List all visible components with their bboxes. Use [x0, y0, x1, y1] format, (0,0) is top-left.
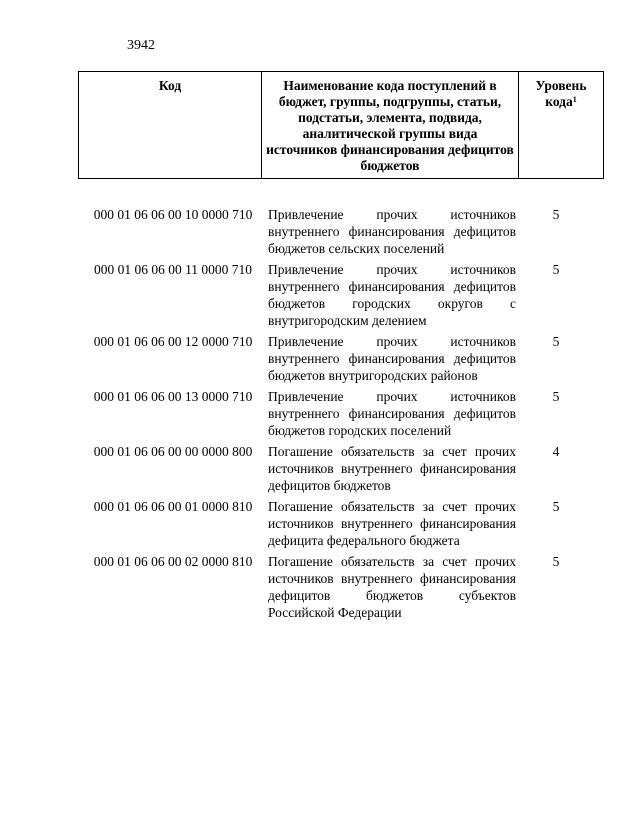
table-row: [78, 261, 596, 329]
row-name: Привлечение прочих источников внутреннего финансирования дефицитов бюджетов сельских поселений: [268, 207, 516, 256]
row-name: Привлечение прочих источников внутреннего финансирования дефицитов бюджетов городских округов с внутригородским делением: [268, 262, 516, 328]
row-code: 000 01 06 06 00 10 0000 710: [93, 207, 253, 222]
header-level-label: Уровень кода: [535, 78, 587, 109]
row-code: 000 01 06 06 00 12 0000 710: [93, 334, 253, 349]
row-code: 000 01 06 06 00 11 0000 710: [93, 262, 253, 277]
row-code: 000 01 06 06 00 01 0000 810: [93, 499, 253, 514]
header-code: [79, 72, 262, 179]
row-code: 000 01 06 06 00 02 0000 810: [93, 554, 253, 569]
table-row: [78, 333, 596, 384]
row-name: Погашение обязательств за счет прочих источников внутреннего финансирования дефицитов бюджетов субъектов Российской Федерации: [268, 554, 516, 620]
row-level: 5: [552, 207, 560, 222]
table-row: [78, 498, 596, 549]
row-level: 5: [552, 389, 560, 404]
row-name: Привлечение прочих источников внутреннего финансирования дефицитов бюджетов городских поселений: [268, 389, 516, 438]
table-row: [78, 553, 596, 621]
table-row: [78, 206, 596, 257]
table-row: [78, 388, 596, 439]
row-name: Погашение обязательств за счет прочих источников внутреннего финансирования дефицитов бюджетов: [268, 444, 516, 493]
header-level-footnote: 1: [572, 95, 577, 104]
row-level: 5: [552, 262, 560, 277]
table-header: [78, 71, 604, 179]
header-level: [519, 72, 604, 179]
table-header-row: [79, 72, 604, 179]
row-level: 4: [552, 444, 560, 459]
row-code: 000 01 06 06 00 13 0000 710: [93, 389, 253, 404]
header-name-label: Наименование кода поступлений в бюджет, группы, подгруппы, статьи, подстатьи, элемента, подвида, аналитической группы вида источников финансирования дефицитов бюджетов: [266, 78, 514, 173]
row-name: Погашение обязательств за счет прочих источников внутреннего финансирования дефицита федерального бюджета: [268, 499, 516, 548]
page-number: 3942: [127, 38, 155, 53]
row-level: 5: [552, 499, 560, 514]
table-row: [78, 443, 596, 494]
header-name: [262, 72, 519, 179]
row-level: 5: [552, 334, 560, 349]
header-code-label: Код: [158, 78, 182, 93]
table-body: [78, 206, 596, 625]
row-name: Привлечение прочих источников внутреннего финансирования дефицитов бюджетов внутригородских районов: [268, 334, 516, 383]
row-level: 5: [552, 554, 560, 569]
row-code: 000 01 06 06 00 00 0000 800: [93, 444, 253, 459]
